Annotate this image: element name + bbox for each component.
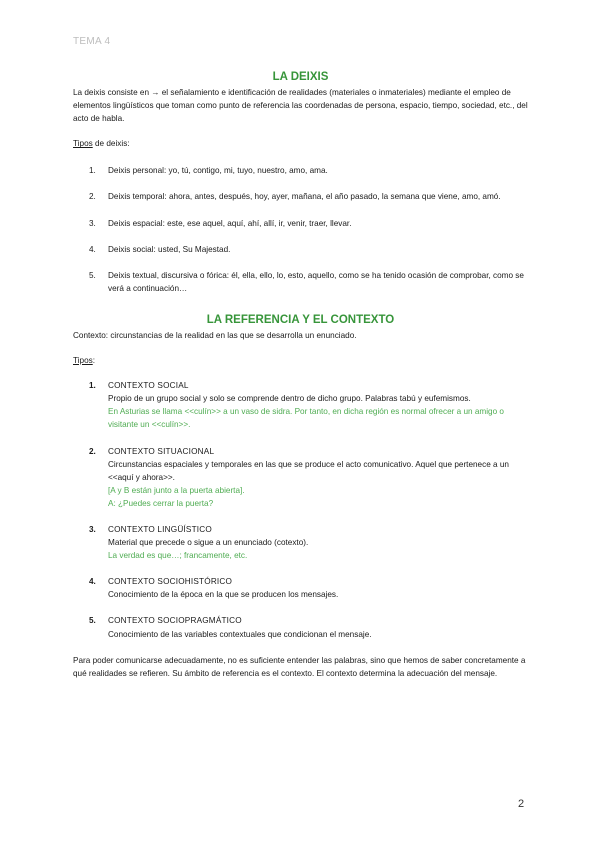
item-text: Deixis temporal: ahora, antes, después, hoy, ayer, mañana, el año pasado, la semana que viene, amo, amó. xyxy=(108,192,501,202)
item-number: 2. xyxy=(89,446,96,456)
contexto-tipos-heading xyxy=(73,354,528,367)
item-text: Deixis textual, discursiva o fórica: él, ella, ello, lo, esto, aquello, como se ha tenido ocasión de comprobar, como se verá a continuación… xyxy=(108,270,524,293)
item-text: Deixis personal: yo, tú, contigo, mi, tuyo, nuestro, amo, ama. xyxy=(108,166,328,176)
item-number: 1. xyxy=(89,381,96,391)
context-item xyxy=(73,614,528,640)
closing-paragraph: Para poder comunicarse adecuadamente, no es suficiente entender las palabras, sino que hemos de saber concretamente a qué realidades se refieren. Su ámbito de referencia es el contexto. El contexto determina la adecuación del mensaje. xyxy=(73,655,526,678)
context-example: [A y B están junto a la puerta abierta]. xyxy=(108,485,245,495)
page-header: TEMA 4 xyxy=(73,36,111,47)
context-description: Circunstancias espaciales y temporales en las que se produce el acto comunicativo. Aquel que pertenece a un <<aquí y ahora>>. xyxy=(108,459,509,482)
context-list xyxy=(73,379,528,641)
deixis-item xyxy=(73,164,528,177)
item-number: 4. xyxy=(89,244,96,254)
context-description: Conocimiento de las variables contextuales que condicionan el mensaje. xyxy=(108,629,372,639)
section-title-referencia: LA REFERENCIA Y EL CONTEXTO xyxy=(206,313,395,326)
contexto-definition: Contexto: circunstancias de la realidad en las que se desarrolla un enunciado. xyxy=(73,330,357,340)
context-name: CONTEXTO SOCIOHISTÓRICO xyxy=(108,577,233,587)
item-number: 3. xyxy=(89,524,96,534)
item-text: Deixis social: usted, Su Majestad. xyxy=(108,244,231,254)
context-example: La verdad es que…; francamente, etc. xyxy=(108,551,248,561)
context-description: Material que precede o sigue a un enunciado (cotexto). xyxy=(108,538,309,548)
deixis-item xyxy=(73,269,528,295)
context-example: En Asturias se llama <<culín>> a un vaso de sidra. Por tanto, en dicha región es normal ofrecer a un amigo o visitante un <<culín>>. xyxy=(108,407,504,430)
deixis-tipos-heading xyxy=(73,137,528,150)
tipos-rest: de deixis: xyxy=(92,139,130,149)
section-title-deixis: LA DEIXIS xyxy=(272,71,329,83)
item-number: 5. xyxy=(89,270,96,280)
item-number: 1. xyxy=(89,166,96,176)
deixis-intro: La deixis consiste en → el señalamiento e identificación de realidades (materiales o inmateriales) mediante el empleo de elementos lingüísticos que toman como punto de referencia las coordenadas de persona, espacio, tiempo, sociedad, etc., del acto de habla. xyxy=(73,88,528,124)
context-description: Conocimiento de la época en la que se producen los mensajes. xyxy=(108,590,339,600)
context-item xyxy=(73,575,528,601)
context-example: A: ¿Puedes cerrar la puerta? xyxy=(108,498,214,508)
context-item xyxy=(73,523,528,562)
context-name: CONTEXTO LINGÜÍSTICO xyxy=(108,524,212,534)
document-body xyxy=(73,70,528,680)
item-number: 3. xyxy=(89,218,96,228)
tipos-word: Tipos xyxy=(73,356,93,366)
context-name: CONTEXTO SITUACIONAL xyxy=(108,446,215,456)
context-description: Propio de un grupo social y solo se comprende dentro de dicho grupo. Palabras tabú y eufemismos. xyxy=(108,394,471,404)
deixis-item xyxy=(73,243,528,256)
deixis-item xyxy=(73,190,528,203)
page-number: 2 xyxy=(518,798,525,810)
tipos-word: Tipos xyxy=(73,139,93,149)
tipos-rest: : xyxy=(92,356,95,366)
item-number: 2. xyxy=(89,192,96,202)
context-item xyxy=(73,445,528,510)
context-item xyxy=(73,379,528,431)
item-number: 4. xyxy=(89,577,96,587)
context-name: CONTEXTO SOCIAL xyxy=(108,381,189,391)
deixis-item xyxy=(73,217,528,230)
item-number: 5. xyxy=(89,616,96,626)
item-text: Deixis espacial: este, ese aquel, aquí, ahí, allí, ir, venir, traer, llevar. xyxy=(108,218,352,228)
deixis-list xyxy=(73,164,528,295)
context-name: CONTEXTO SOCIOPRAGMÁTICO xyxy=(108,616,242,626)
